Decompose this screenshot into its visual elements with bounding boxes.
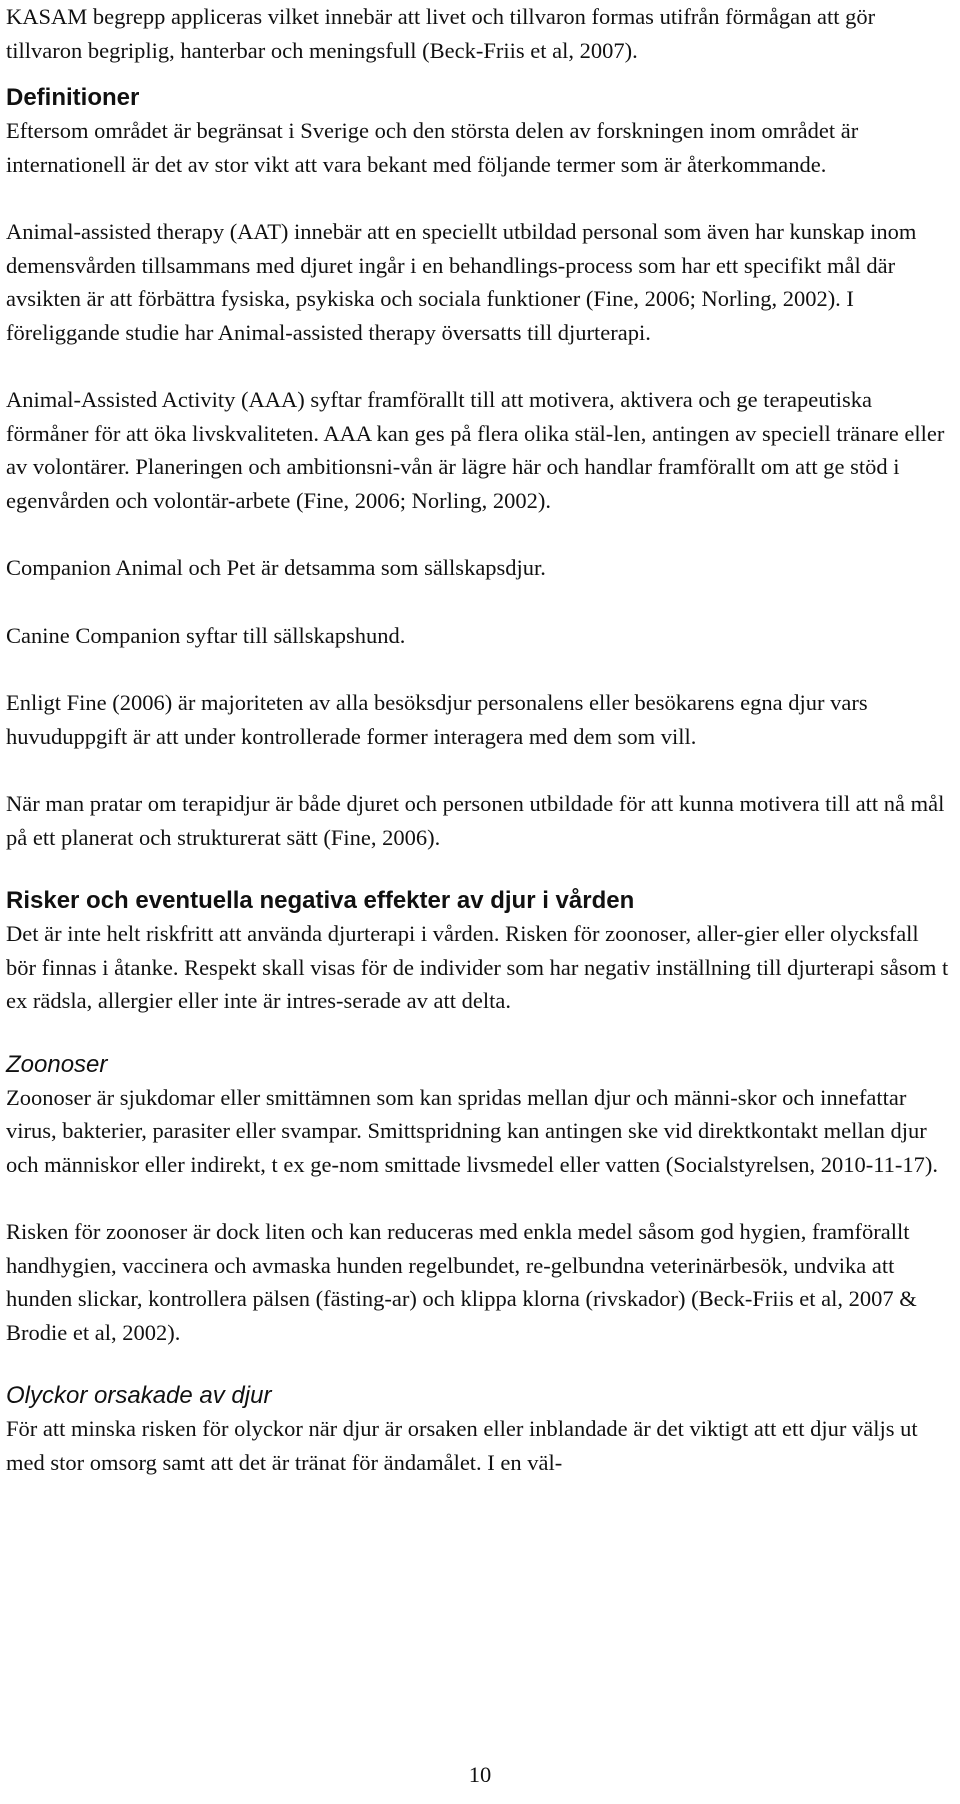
- paragraph-terapidjur: När man pratar om terapidjur är både djuret och personen utbildade för att kunna motivera till att nå mål på ett planerat och strukturerat sätt (Fine, 2006).: [6, 791, 945, 850]
- heading-risker: Risker och eventuella negativa effekter av djur i vården: [6, 887, 635, 914]
- heading-definitioner: Definitioner: [6, 84, 140, 111]
- paragraph-definitioner-intro: Eftersom området är begränsat i Sverige och den största delen av forskningen inom området är internationell är det av stor vikt att vara bekant med följande termer som är återkommande.: [6, 118, 859, 177]
- document-page: [6, 0, 952, 1479]
- paragraph-aaa: Animal-Assisted Activity (AAA) syftar framförallt till att motivera, aktivera och ge terapeutiska förmåner för att öka livskvaliteten. AAA kan ges på flera olika stäl-len, antingen av speciell tränare eller av volontärer. Planeringen och ambitionsni-vån är lägre här och handlar framförallt om att ge stöd i egenvården och volontär-arbete (Fine, 2006; Norling, 2002).: [6, 387, 945, 513]
- page-number: 10: [468, 1762, 492, 1787]
- paragraph-canine-companion: Canine Companion syftar till sällskapshund.: [6, 622, 406, 648]
- paragraph-zoonoser-risk: Risken för zoonoser är dock liten och kan reduceras med enkla medel såsom god hygien, framförallt handhygien, vaccinera och avmaska hunden regelbundet, re-gelbundna veterinärbesök, undvika att hunden slickar, kontrollera pälsen (fästing-ar) och klippa klorna (rivskador) (Beck-Friis et al, 2007 & Brodie et al, 2002).: [6, 1219, 917, 1345]
- paragraph-companion-animal: Companion Animal och Pet är detsamma som sällskapsdjur.: [6, 555, 546, 580]
- paragraph-kasam: KASAM begrepp appliceras vilket innebär att livet och tillvaron formas utifrån förmågan att gör tillvaron begriplig, hanterbar och meningsfull (Beck-Friis et al, 2007).: [6, 4, 876, 63]
- paragraph-zoonoser-definition: Zoonoser är sjukdomar eller smittämnen som kan spridas mellan djur och männi-skor och innefattar virus, bakterier, parasiter eller svampar. Smittspridning kan antingen ske vid direktkontakt mellan djur och människor eller indirekt, t ex ge-nom smittade livsmedel eller vatten (Socialstyrelsen, 2010-11-17).: [6, 1084, 939, 1177]
- paragraph-fine: Enligt Fine (2006) är majoriteten av alla besöksdjur personalens eller besökarens egna djur vars huvuduppgift är att under kontrollerade former interagera med dem som vill.: [6, 690, 868, 749]
- heading-zoonoser: Zoonoser: [6, 1050, 108, 1078]
- paragraph-aat: Animal-assisted therapy (AAT) innebär att en speciellt utbildad personal som även har kunskap inom demensvården tillsammans med djuret ingår i en behandlings-process som har ett specifikt mål där avsikten är att förbättra fysiska, psykiska och sociala funktioner (Fine, 2006; Norling, 2002). I föreliggande studie har Animal-assisted therapy översatts till djurterapi.: [6, 219, 917, 345]
- heading-olyckor: Olyckor orsakade av djur: [6, 1382, 272, 1409]
- paragraph-olyckor: För att minska risken för olyckor när djur är orsaken eller inblandade är det viktigt att ett djur väljs ut med stor omsorg samt att det är tränat för ändamålet. I en väl-: [6, 1416, 918, 1475]
- paragraph-risker: Det är inte helt riskfritt att använda djurterapi i vården. Risken för zoonoser, aller-gier eller olycksfall bör finnas i åtanke. Respekt skall visas för de individer som har negativ inställning till djurterapi såsom t ex rädsla, allergier eller inte är intres-serade av att delta.: [6, 921, 949, 1013]
